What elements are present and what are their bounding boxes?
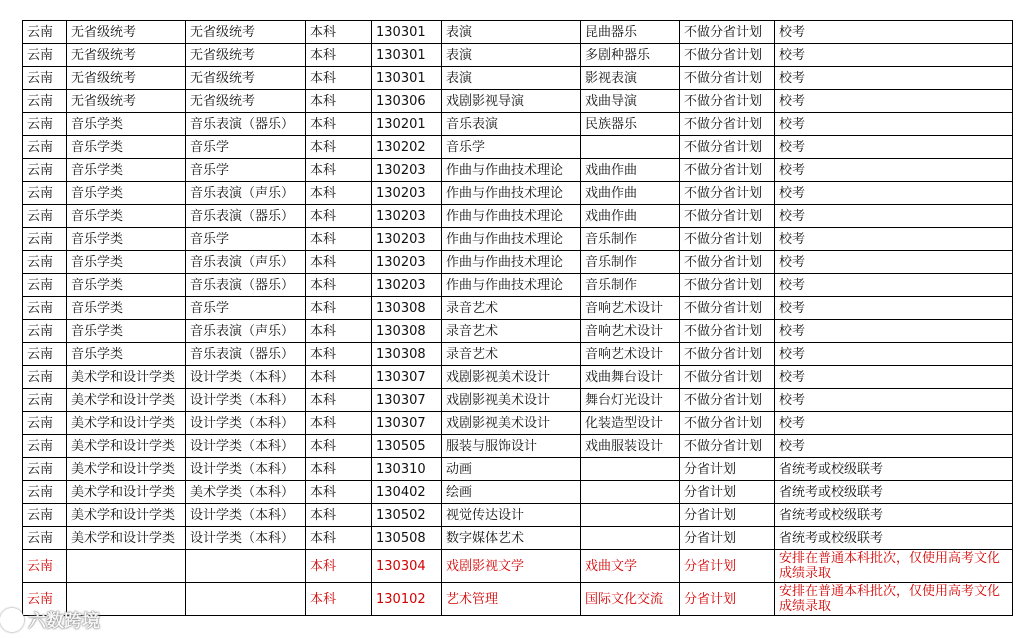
cell-plan-type[interactable]: 不做分省计划: [680, 412, 775, 435]
cell-direction[interactable]: 戏曲服装设计: [581, 435, 680, 458]
cell-exam-category[interactable]: 音乐学类: [67, 136, 186, 159]
cell-major-code[interactable]: 130308: [372, 297, 442, 320]
cell-exam-type[interactable]: 安排在普通本科批次，仅使用高考文化成绩录取: [775, 550, 1013, 583]
cell-level[interactable]: 本科: [306, 21, 372, 44]
cell-subject-category[interactable]: [186, 583, 306, 616]
cell-plan-type[interactable]: 不做分省计划: [680, 136, 775, 159]
cell-major-code[interactable]: 130201: [372, 113, 442, 136]
cell-direction[interactable]: [581, 458, 680, 481]
cell-exam-type[interactable]: 校考: [775, 205, 1013, 228]
cell-exam-category[interactable]: 美术学和设计学类: [67, 458, 186, 481]
cell-level[interactable]: 本科: [306, 527, 372, 550]
cell-exam-category[interactable]: 无省级统考: [67, 67, 186, 90]
table-row: [23, 228, 1013, 251]
cell-major-name[interactable]: 作曲与作曲技术理论: [442, 205, 581, 228]
cell-level[interactable]: 本科: [306, 90, 372, 113]
cell-major-name[interactable]: 数字媒体艺术: [442, 527, 581, 550]
cell-province[interactable]: 云南: [23, 550, 67, 583]
cell-plan-type[interactable]: 不做分省计划: [680, 274, 775, 297]
cell-exam-type[interactable]: 省统考或校级联考: [775, 527, 1013, 550]
cell-major-name[interactable]: 表演: [442, 21, 581, 44]
cell-plan-type[interactable]: 不做分省计划: [680, 44, 775, 67]
cell-direction[interactable]: [581, 504, 680, 527]
cell-level[interactable]: 本科: [306, 583, 372, 616]
cell-exam-category[interactable]: 美术学和设计学类: [67, 435, 186, 458]
cell-subject-category[interactable]: 设计学类（本科）: [186, 389, 306, 412]
cell-level[interactable]: 本科: [306, 205, 372, 228]
cell-exam-type[interactable]: 校考: [775, 389, 1013, 412]
cell-plan-type[interactable]: 不做分省计划: [680, 205, 775, 228]
cell-major-name[interactable]: 作曲与作曲技术理论: [442, 251, 581, 274]
cell-direction[interactable]: 音响艺术设计: [581, 320, 680, 343]
cell-province[interactable]: 云南: [23, 320, 67, 343]
table-row: [23, 435, 1013, 458]
cell-exam-category[interactable]: [67, 550, 186, 583]
cell-major-code[interactable]: 130307: [372, 389, 442, 412]
cell-subject-category[interactable]: 音乐学: [186, 297, 306, 320]
table-row: [23, 583, 1013, 616]
cell-major-name[interactable]: 戏剧影视美术设计: [442, 366, 581, 389]
cell-exam-type[interactable]: 校考: [775, 44, 1013, 67]
cell-exam-type[interactable]: 校考: [775, 435, 1013, 458]
cell-level[interactable]: 本科: [306, 67, 372, 90]
cell-level[interactable]: 本科: [306, 481, 372, 504]
cell-exam-type[interactable]: 校考: [775, 67, 1013, 90]
cell-major-code[interactable]: 130203: [372, 205, 442, 228]
cell-subject-category[interactable]: 美术学类（本科）: [186, 481, 306, 504]
cell-level[interactable]: 本科: [306, 389, 372, 412]
cell-plan-type[interactable]: 不做分省计划: [680, 343, 775, 366]
cell-level[interactable]: 本科: [306, 182, 372, 205]
cell-exam-category[interactable]: 音乐学类: [67, 251, 186, 274]
cell-direction[interactable]: [581, 527, 680, 550]
cell-level[interactable]: 本科: [306, 504, 372, 527]
table-row: [23, 343, 1013, 366]
cell-province[interactable]: 云南: [23, 113, 67, 136]
cell-major-name[interactable]: 戏剧影视文学: [442, 550, 581, 583]
cell-major-name[interactable]: 动画: [442, 458, 581, 481]
table-row: [23, 274, 1013, 297]
cell-exam-category[interactable]: 美术学和设计学类: [67, 412, 186, 435]
cell-major-name[interactable]: 作曲与作曲技术理论: [442, 228, 581, 251]
cell-exam-category[interactable]: 无省级统考: [67, 90, 186, 113]
cell-subject-category[interactable]: 音乐学: [186, 159, 306, 182]
cell-plan-type[interactable]: 不做分省计划: [680, 182, 775, 205]
cell-subject-category[interactable]: 音乐表演（器乐）: [186, 343, 306, 366]
table-row: [23, 205, 1013, 228]
cell-subject-category[interactable]: 音乐表演（声乐）: [186, 320, 306, 343]
cell-plan-type[interactable]: 不做分省计划: [680, 113, 775, 136]
cell-exam-category[interactable]: 音乐学类: [67, 205, 186, 228]
cell-major-code[interactable]: 130202: [372, 136, 442, 159]
cell-province[interactable]: 云南: [23, 136, 67, 159]
cell-exam-category[interactable]: 音乐学类: [67, 113, 186, 136]
cell-major-code[interactable]: 130203: [372, 159, 442, 182]
cell-major-name[interactable]: 录音艺术: [442, 320, 581, 343]
cell-exam-type[interactable]: 校考: [775, 274, 1013, 297]
cell-exam-category[interactable]: 美术学和设计学类: [67, 481, 186, 504]
cell-direction[interactable]: 音乐制作: [581, 274, 680, 297]
cell-province[interactable]: 云南: [23, 90, 67, 113]
table-row: [23, 412, 1013, 435]
cell-province[interactable]: 云南: [23, 458, 67, 481]
cell-province[interactable]: 云南: [23, 44, 67, 67]
cell-subject-category[interactable]: 音乐表演（器乐）: [186, 274, 306, 297]
cell-province[interactable]: 云南: [23, 389, 67, 412]
cell-exam-category[interactable]: 音乐学类: [67, 182, 186, 205]
cell-major-code[interactable]: 130502: [372, 504, 442, 527]
cell-direction[interactable]: 音乐制作: [581, 251, 680, 274]
cell-major-name[interactable]: 作曲与作曲技术理论: [442, 159, 581, 182]
cell-major-code[interactable]: 130307: [372, 412, 442, 435]
cell-major-code[interactable]: 130203: [372, 182, 442, 205]
cell-plan-type[interactable]: 分省计划: [680, 583, 775, 616]
table-row: [23, 90, 1013, 113]
cell-plan-type[interactable]: 不做分省计划: [680, 320, 775, 343]
cell-exam-type[interactable]: 省统考或校级联考: [775, 458, 1013, 481]
cell-direction[interactable]: 戏曲舞台设计: [581, 366, 680, 389]
cell-major-code[interactable]: 130102: [372, 583, 442, 616]
cell-major-code[interactable]: 130301: [372, 21, 442, 44]
cell-exam-type[interactable]: 校考: [775, 297, 1013, 320]
spreadsheet: [22, 20, 1013, 616]
cell-major-name[interactable]: 服装与服饰设计: [442, 435, 581, 458]
cell-exam-type[interactable]: 校考: [775, 228, 1013, 251]
cell-subject-category[interactable]: 音乐学: [186, 228, 306, 251]
cell-level[interactable]: 本科: [306, 136, 372, 159]
cell-subject-category[interactable]: 无省级统考: [186, 90, 306, 113]
table-row: [23, 504, 1013, 527]
watermark-logo-icon: [0, 608, 24, 632]
cell-plan-type[interactable]: 不做分省计划: [680, 67, 775, 90]
cell-exam-category[interactable]: 美术学和设计学类: [67, 504, 186, 527]
cell-subject-category[interactable]: 设计学类（本科）: [186, 504, 306, 527]
cell-major-code[interactable]: 130203: [372, 251, 442, 274]
cell-exam-category[interactable]: 美术学和设计学类: [67, 527, 186, 550]
cell-subject-category[interactable]: 音乐学: [186, 136, 306, 159]
cell-province[interactable]: 云南: [23, 205, 67, 228]
cell-exam-category[interactable]: 美术学和设计学类: [67, 389, 186, 412]
cell-province[interactable]: 云南: [23, 435, 67, 458]
table-row: [23, 67, 1013, 90]
cell-major-code[interactable]: 130402: [372, 481, 442, 504]
cell-exam-type[interactable]: 校考: [775, 366, 1013, 389]
cell-subject-category[interactable]: 音乐表演（声乐）: [186, 182, 306, 205]
cell-level[interactable]: 本科: [306, 297, 372, 320]
table-row: [23, 21, 1013, 44]
cell-level[interactable]: 本科: [306, 44, 372, 67]
cell-province[interactable]: 云南: [23, 251, 67, 274]
cell-province[interactable]: 云南: [23, 343, 67, 366]
table-row: [23, 44, 1013, 67]
cell-direction[interactable]: 音响艺术设计: [581, 297, 680, 320]
cell-province[interactable]: 云南: [23, 504, 67, 527]
cell-plan-type[interactable]: 不做分省计划: [680, 21, 775, 44]
cell-subject-category[interactable]: 设计学类（本科）: [186, 435, 306, 458]
table-row: [23, 136, 1013, 159]
cell-direction[interactable]: [581, 481, 680, 504]
cell-exam-type[interactable]: 省统考或校级联考: [775, 481, 1013, 504]
cell-exam-type[interactable]: 校考: [775, 136, 1013, 159]
cell-subject-category[interactable]: 无省级统考: [186, 67, 306, 90]
table-row: [23, 389, 1013, 412]
cell-direction[interactable]: 音乐制作: [581, 228, 680, 251]
cell-major-name[interactable]: 作曲与作曲技术理论: [442, 182, 581, 205]
cell-exam-type[interactable]: 校考: [775, 159, 1013, 182]
cell-subject-category[interactable]: 音乐表演（器乐）: [186, 113, 306, 136]
cell-plan-type[interactable]: 不做分省计划: [680, 297, 775, 320]
table-body: [23, 21, 1013, 616]
cell-province[interactable]: 云南: [23, 159, 67, 182]
cell-plan-type[interactable]: 分省计划: [680, 458, 775, 481]
cell-direction[interactable]: 昆曲器乐: [581, 21, 680, 44]
table-row: [23, 297, 1013, 320]
cell-direction[interactable]: 国际文化交流: [581, 583, 680, 616]
table-row: [23, 550, 1013, 583]
admission-plan-table: [22, 20, 1013, 616]
cell-plan-type[interactable]: 分省计划: [680, 527, 775, 550]
cell-major-code[interactable]: 130203: [372, 228, 442, 251]
cell-major-name[interactable]: 视觉传达设计: [442, 504, 581, 527]
cell-major-code[interactable]: 130306: [372, 90, 442, 113]
table-row: [23, 159, 1013, 182]
cell-level[interactable]: 本科: [306, 320, 372, 343]
table-row: [23, 320, 1013, 343]
cell-major-code[interactable]: 130301: [372, 44, 442, 67]
cell-plan-type[interactable]: 分省计划: [680, 481, 775, 504]
cell-exam-category[interactable]: 音乐学类: [67, 159, 186, 182]
cell-plan-type[interactable]: 不做分省计划: [680, 159, 775, 182]
cell-major-name[interactable]: 戏剧影视美术设计: [442, 389, 581, 412]
cell-plan-type[interactable]: 不做分省计划: [680, 389, 775, 412]
table-row: [23, 113, 1013, 136]
cell-plan-type[interactable]: 分省计划: [680, 550, 775, 583]
cell-province[interactable]: 云南: [23, 527, 67, 550]
cell-exam-type[interactable]: 校考: [775, 182, 1013, 205]
cell-exam-type[interactable]: 校考: [775, 343, 1013, 366]
cell-direction[interactable]: 戏曲作曲: [581, 205, 680, 228]
cell-plan-type[interactable]: 分省计划: [680, 504, 775, 527]
cell-major-name[interactable]: 表演: [442, 44, 581, 67]
cell-exam-category[interactable]: 音乐学类: [67, 228, 186, 251]
cell-major-name[interactable]: 音乐表演: [442, 113, 581, 136]
cell-province[interactable]: 云南: [23, 481, 67, 504]
cell-level[interactable]: 本科: [306, 435, 372, 458]
cell-exam-type[interactable]: 校考: [775, 21, 1013, 44]
cell-level[interactable]: 本科: [306, 366, 372, 389]
cell-major-name[interactable]: 录音艺术: [442, 297, 581, 320]
cell-major-code[interactable]: 130203: [372, 274, 442, 297]
cell-direction[interactable]: [581, 136, 680, 159]
table-row: [23, 182, 1013, 205]
cell-subject-category[interactable]: 设计学类（本科）: [186, 366, 306, 389]
cell-subject-category[interactable]: 音乐表演（声乐）: [186, 251, 306, 274]
cell-direction[interactable]: 戏曲作曲: [581, 182, 680, 205]
cell-major-code[interactable]: 130304: [372, 550, 442, 583]
watermark-text: 六数跨境: [28, 611, 100, 632]
watermark: [0, 606, 100, 634]
cell-subject-category[interactable]: 设计学类（本科）: [186, 458, 306, 481]
cell-major-code[interactable]: 130307: [372, 366, 442, 389]
cell-level[interactable]: 本科: [306, 550, 372, 583]
cell-major-code[interactable]: 130308: [372, 320, 442, 343]
cell-major-name[interactable]: 音乐学: [442, 136, 581, 159]
cell-major-name[interactable]: 戏剧影视导演: [442, 90, 581, 113]
cell-exam-type[interactable]: 校考: [775, 90, 1013, 113]
cell-major-name[interactable]: 绘画: [442, 481, 581, 504]
cell-level[interactable]: 本科: [306, 228, 372, 251]
cell-direction[interactable]: 戏曲导演: [581, 90, 680, 113]
cell-major-code[interactable]: 130308: [372, 343, 442, 366]
cell-exam-category[interactable]: 音乐学类: [67, 343, 186, 366]
cell-province[interactable]: 云南: [23, 297, 67, 320]
cell-exam-type[interactable]: 校考: [775, 320, 1013, 343]
cell-level[interactable]: 本科: [306, 412, 372, 435]
cell-exam-type[interactable]: 安排在普通本科批次，仅使用高考文化成绩录取: [775, 583, 1013, 616]
cell-subject-category[interactable]: [186, 550, 306, 583]
cell-major-name[interactable]: 作曲与作曲技术理论: [442, 274, 581, 297]
cell-plan-type[interactable]: 不做分省计划: [680, 228, 775, 251]
cell-exam-type[interactable]: 校考: [775, 412, 1013, 435]
cell-major-code[interactable]: 130301: [372, 67, 442, 90]
cell-exam-category[interactable]: 音乐学类: [67, 297, 186, 320]
cell-major-name[interactable]: 录音艺术: [442, 343, 581, 366]
cell-province[interactable]: 云南: [23, 274, 67, 297]
cell-major-name[interactable]: 戏剧影视美术设计: [442, 412, 581, 435]
cell-direction[interactable]: 多剧种器乐: [581, 44, 680, 67]
cell-province[interactable]: 云南: [23, 228, 67, 251]
cell-province[interactable]: 云南: [23, 21, 67, 44]
cell-exam-category[interactable]: 音乐学类: [67, 320, 186, 343]
table-row: [23, 481, 1013, 504]
table-row: [23, 458, 1013, 481]
cell-major-code[interactable]: 130505: [372, 435, 442, 458]
table-row: [23, 251, 1013, 274]
cell-province[interactable]: 云南: [23, 412, 67, 435]
cell-level[interactable]: 本科: [306, 251, 372, 274]
cell-level[interactable]: 本科: [306, 274, 372, 297]
cell-exam-category[interactable]: 美术学和设计学类: [67, 366, 186, 389]
table-row: [23, 527, 1013, 550]
cell-direction[interactable]: 民族器乐: [581, 113, 680, 136]
cell-province[interactable]: 云南: [23, 366, 67, 389]
cell-plan-type[interactable]: 不做分省计划: [680, 251, 775, 274]
cell-plan-type[interactable]: 不做分省计划: [680, 90, 775, 113]
cell-major-code[interactable]: 130508: [372, 527, 442, 550]
cell-subject-category[interactable]: 设计学类（本科）: [186, 527, 306, 550]
cell-subject-category[interactable]: 无省级统考: [186, 21, 306, 44]
cell-province[interactable]: 云南: [23, 67, 67, 90]
cell-exam-type[interactable]: 省统考或校级联考: [775, 504, 1013, 527]
cell-province[interactable]: 云南: [23, 182, 67, 205]
cell-direction[interactable]: 戏曲文学: [581, 550, 680, 583]
cell-level[interactable]: 本科: [306, 458, 372, 481]
cell-exam-category[interactable]: 无省级统考: [67, 44, 186, 67]
cell-direction[interactable]: 舞台灯光设计: [581, 389, 680, 412]
cell-subject-category[interactable]: 无省级统考: [186, 44, 306, 67]
cell-major-code[interactable]: 130310: [372, 458, 442, 481]
cell-province[interactable]: 云南: [23, 583, 67, 616]
cell-level[interactable]: 本科: [306, 159, 372, 182]
cell-subject-category[interactable]: 设计学类（本科）: [186, 412, 306, 435]
cell-direction[interactable]: 戏曲作曲: [581, 159, 680, 182]
table-row: [23, 366, 1013, 389]
cell-direction[interactable]: 化装造型设计: [581, 412, 680, 435]
cell-plan-type[interactable]: 不做分省计划: [680, 435, 775, 458]
cell-direction[interactable]: 音响艺术设计: [581, 343, 680, 366]
cell-major-name[interactable]: 艺术管理: [442, 583, 581, 616]
cell-exam-category[interactable]: 音乐学类: [67, 274, 186, 297]
cell-level[interactable]: 本科: [306, 113, 372, 136]
cell-major-name[interactable]: 表演: [442, 67, 581, 90]
cell-subject-category[interactable]: 音乐表演（器乐）: [186, 205, 306, 228]
cell-plan-type[interactable]: 不做分省计划: [680, 366, 775, 389]
cell-exam-type[interactable]: 校考: [775, 251, 1013, 274]
cell-direction[interactable]: 影视表演: [581, 67, 680, 90]
cell-exam-category[interactable]: 无省级统考: [67, 21, 186, 44]
cell-level[interactable]: 本科: [306, 343, 372, 366]
cell-exam-type[interactable]: 校考: [775, 113, 1013, 136]
